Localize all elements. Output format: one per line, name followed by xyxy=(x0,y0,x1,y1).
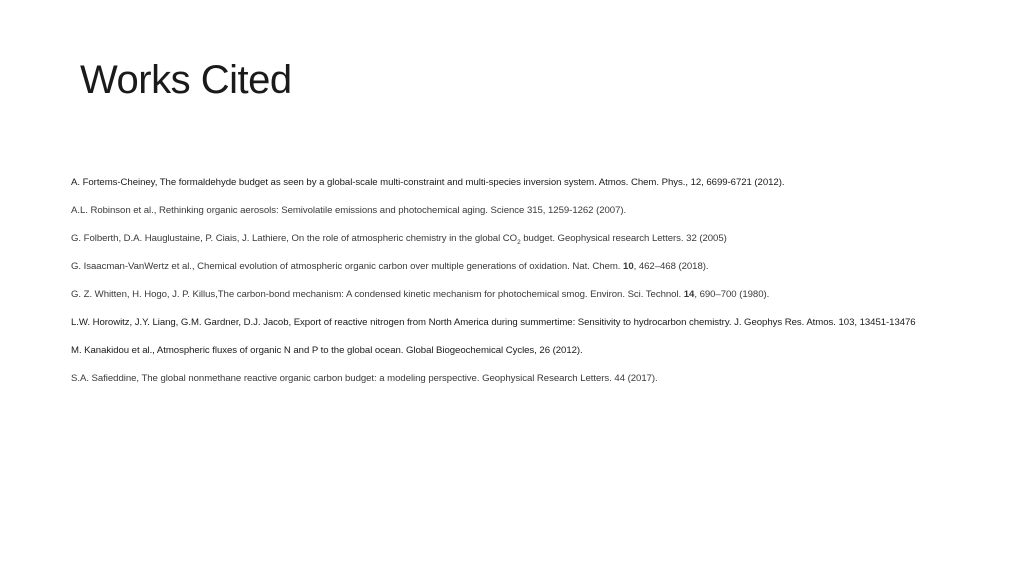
reference-item xyxy=(71,176,971,189)
volume-number: 10 xyxy=(623,261,634,272)
reference-text: L.W. Horowitz, J.Y. Liang, G.M. Gardner, D.J. Jacob, Export of reactive nitrogen from North America during summertime: Sensitivity to hydrocarbon chemistry. J. Geophys Res. Atmos. 103, 13451-13476 xyxy=(71,317,916,328)
reference-text: A.L. Robinson et al., Rethinking organic aerosols: Semivolatile emissions and photochemical aging. Science 315, 1259-1262 (2007). xyxy=(71,205,627,216)
reference-text: S.A. Safieddine, The global nonmethane reactive organic carbon budget: a modeling perspective. Geophysical Research Letters. 44 (2017). xyxy=(71,373,658,384)
reference-text: G. Folberth, D.A. Hauglustaine, P. Ciais, J. Lathiere, On the role of atmospheric chemistry in the global CO xyxy=(71,233,518,244)
reference-item xyxy=(71,372,971,385)
slide-title: Works Cited xyxy=(80,58,292,102)
reference-item xyxy=(71,260,971,273)
reference-text: G. Z. Whitten, H. Hogo, J. P. Killus,The carbon-bond mechanism: A condensed kinetic mechanism for photochemical smog. Environ. Sci. Technol. xyxy=(71,289,684,300)
reference-item xyxy=(71,316,971,329)
reference-item xyxy=(71,232,971,245)
reference-list xyxy=(71,176,971,400)
reference-text: G. Isaacman-VanWertz et al., Chemical evolution of atmospheric organic carbon over multiple generations of oxidation. Nat. Chem. xyxy=(71,261,624,272)
reference-item xyxy=(71,344,971,357)
reference-text: , 690–700 (1980). xyxy=(694,289,770,300)
reference-text: , 462–468 (2018). xyxy=(633,261,709,272)
volume-number: 14 xyxy=(683,289,695,300)
subscript: 2 xyxy=(517,238,521,246)
reference-text: A. Fortems-Cheiney, The formaldehyde budget as seen by a global-scale multi-constraint and multi-species inversion system. Atmos. Chem. Phys., 12, 6699-6721 (2012). xyxy=(71,177,785,188)
reference-item xyxy=(71,288,971,301)
reference-text: budget. Geophysical research Letters. 32 (2005) xyxy=(520,233,727,244)
reference-text: M. Kanakidou et al., Atmospheric fluxes of organic N and P to the global ocean. Global Biogeochemical Cycles, 26 (2012). xyxy=(71,345,583,356)
reference-item xyxy=(71,204,971,217)
